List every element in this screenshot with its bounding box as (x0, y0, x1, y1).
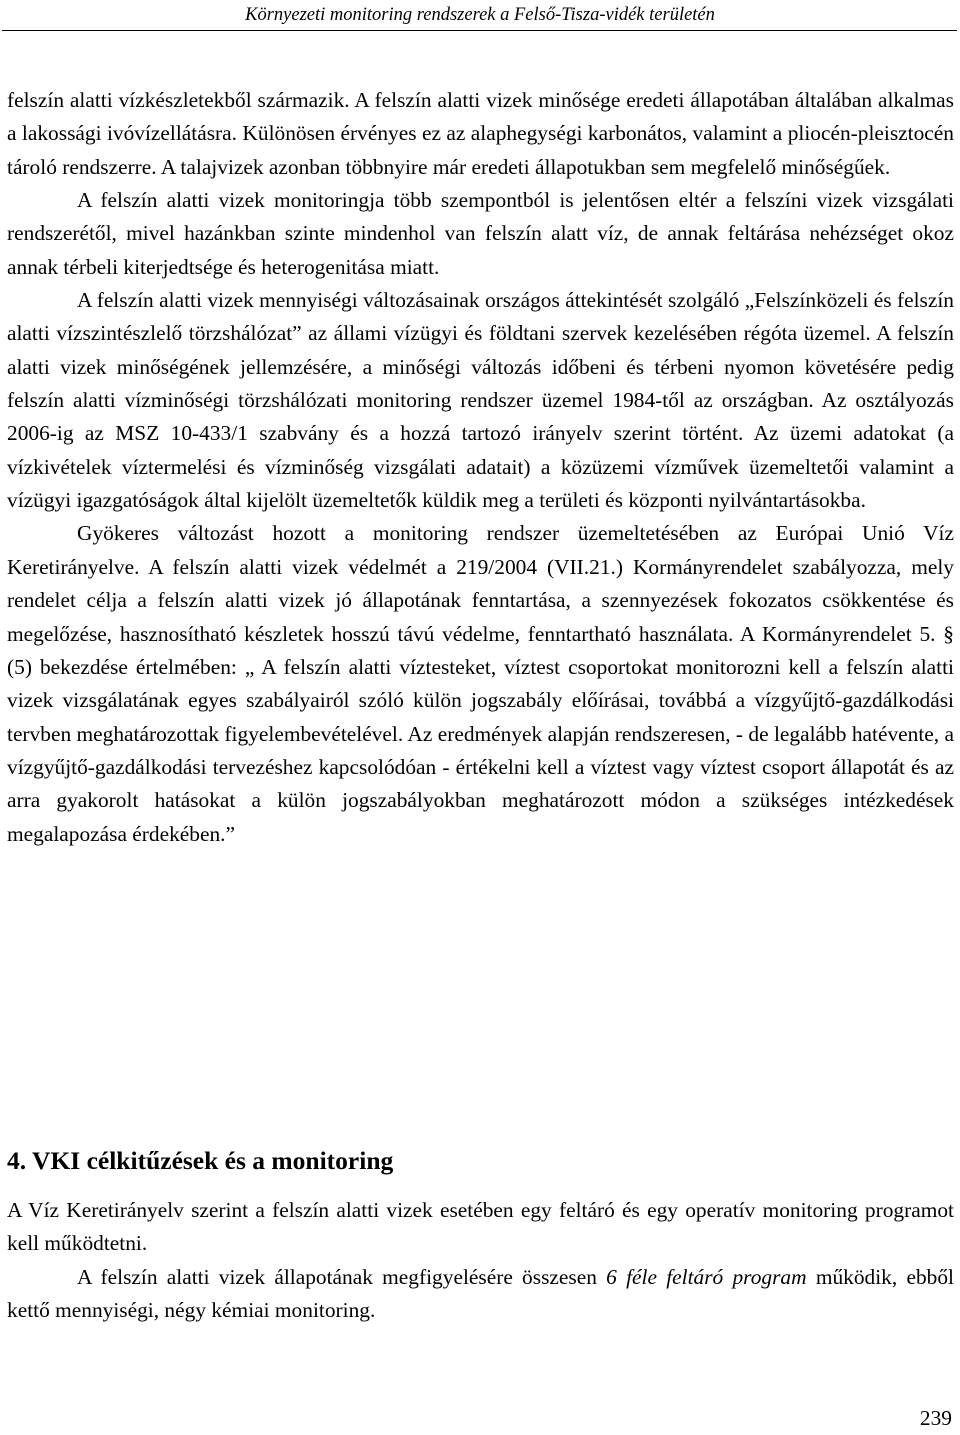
paragraph-continuation: felszín alatti vízkészletekből származik. A felszín alatti vizek minősége eredeti állapotában általában alkalmas a lakossági ivóvízellátásra. Különösen érvényes ez az alaphegységi karbonátos, valamint a pliocén-pleisztocén tároló rendszerre. A talajvizek azonban többnyire már eredeti állapotukban sem megfelelő minőségűek. (7, 88, 954, 179)
running-header: Környezeti monitoring rendszerek a Felső-Tisza-vidék területén (245, 5, 715, 25)
section-paragraph-programs: A Víz Keretirányelv szerint a felszín alatti vizek esetében egy feltáró és egy operatív monitoring programot kell működtetni. (7, 1198, 954, 1256)
header-divider (2, 30, 957, 31)
survey-text-start: A felszín alatti vizek állapotának megfigyelésére összesen (77, 1264, 607, 1289)
body-text (7, 84, 954, 851)
paragraph-monitoring-differences: A felszín alatti vizek monitoringja több szempontból is jelentősen eltér a felszíni vizek vizsgálati rendszerétől, mivel hazánkban szinte mindenhol van felszín alatt víz, de annak feltárása nehézséget okoz annak térbeli kiterjedtsége és heterogenitása miatt. (7, 188, 954, 279)
survey-program-count: 6 féle feltáró program (606, 1264, 807, 1289)
survey-text-end: működik, ebből kettő mennyiségi, négy kémiai monitoring. (7, 1264, 954, 1323)
paragraph-water-framework: Gyökeres változást hozott a monitoring rendszer üzemeltetésében az Európai Unió Víz Keretirányelve. A felszín alatti vizek védelmét a 219/2004 (VII.21.) Kormányrendelet szabályozza, mely rendelet célja a felszín alatti vizek jó állapotának fenntartása, a szennyezések fokozatos csökkentése és megelőzése, hasznosítható készletek hosszú távú védelme, fenntartható használata. A Kormányrendelet 5. § (5) bekezdése értelmében: „ A felszín alatti víztesteket, víztest csoportokat monitorozni kell a felszín alatti vizek vizsgálatának egyes szabályairól szóló külön jogszabály előírásai, továbbá a vízgyűjtő-gazdálkodási tervben meghatározottak figyelembevételével. Az eredmények alapján rendszeresen, - de legalább hatévente, a vízgyűjtő-gazdálkodási tervezéshez kapcsolódóan - értékelni kell a víztest vagy víztest csoport állapotát és az arra gyakorolt hatásokat a külön jogszabályokban meghatározott módon a szükséges intézkedések megalapozása érdekében.” (7, 521, 954, 846)
section-heading: 4. VKI célkitűzések és a monitoring (7, 1146, 394, 1175)
section-text (7, 1194, 954, 1327)
page-number: 239 (919, 1406, 952, 1430)
paragraph-national-network: A felszín alatti vizek mennyiségi változásainak országos áttekintését szolgáló „Felszínközeli és felszín alatti vízszintészlelő törzshálózat” az állami vízügyi és földtani szervek kezelésében régóta üzemel. A felszín alatti vizek minőségének jellemzésére, a minőségi változás időbeni és térbeni nyomon követésére pedig felszín alatti vízminőségi törzshálózati monitoring rendszer üzemel 1984-től az országban. Az osztályozás 2006-ig az MSZ 10-433/1 szabvány és a hozzá tartozó irányelv szerint történt. Az üzemi adatokat (a vízkivételek víztermelési és vízminőség vizsgálati adatait) a közüzemi vízművek üzemeltetői valamint a vízügyi igazgatóságok által kijelölt üzemeltetők küldik meg a területi és központi nyilvántartásokba. (7, 288, 954, 513)
section-paragraph-survey-programs (7, 1261, 954, 1328)
